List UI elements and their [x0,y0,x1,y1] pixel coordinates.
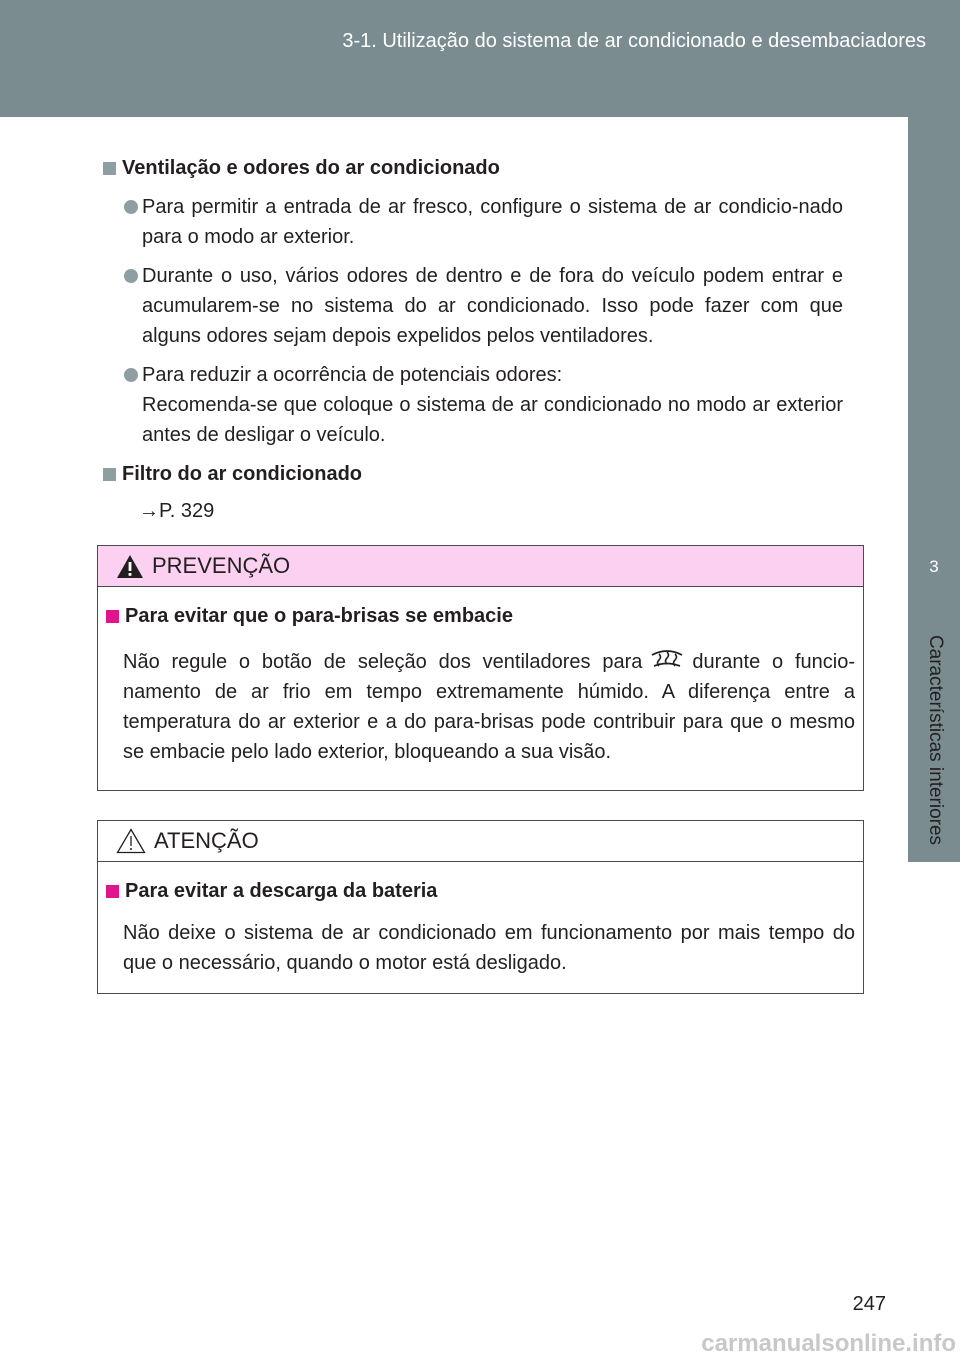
notice-body [98,862,863,994]
warning-outline-icon [116,828,146,854]
header-title: 3-1. Utilização do sistema de ar condicionado e desembaciadores [342,30,926,52]
page-number: 247 [852,1293,886,1315]
chapter-label: Características interiores [925,634,946,846]
page-reference-link[interactable]: →P. 329 [139,500,215,522]
list-item [103,261,843,351]
section-title-text: Filtro do ar condicionado [122,463,362,485]
list-item-text: Para reduzir a ocorrência de potenciais odores: [142,364,563,386]
caution-subtitle [106,601,855,631]
caution-box [97,545,864,791]
list-item [103,192,843,252]
caution-text [106,646,855,767]
caution-text-part: durante o funcio-namento de ar frio em tempo extremamente húmido. A diferença entre a temperatura do ar exterior e a do para-brisas pode contribuir para que o mesmo se embacie pelo lado exterior, bloqueando a sua visão. [123,651,855,763]
main-content [103,153,843,526]
chapter-number: 3 [929,557,939,576]
round-bullet-icon [124,269,138,283]
section-title-ventilation [103,153,843,183]
notice-box [97,820,864,994]
list-item-text: Durante o uso, vários odores de dentro e de fora do veículo podem entrar e acumularem-se no sistema do ar condicionado. Isso pode fazer com que alguns odores sejam depois expelidos pelos ventiladores. [142,265,843,347]
notice-text: Não deixe o sistema de ar condicionado em funcionamento por mais tempo do que o necessário, quando o motor está desligado. [123,922,855,974]
list-item-text: Para permitir a entrada de ar fresco, configure o sistema de ar condicio-nado para o modo ar exterior. [142,196,843,248]
caution-body [98,587,863,783]
notice-subtitle [106,876,855,906]
caution-header [98,546,863,587]
round-bullet-icon [124,200,138,214]
notice-header [98,821,863,862]
watermark: carmanualsonline.info [701,1330,956,1357]
section-title-filter [103,459,843,489]
square-bullet-icon [103,468,116,481]
list-item-text: Recomenda-se que coloque o sistema de ar condicionado no modo ar exterior antes de desligar o veículo. [142,394,843,446]
caution-text-part: Não regule o botão de seleção dos ventiladores para [123,651,643,673]
round-bullet-icon [124,368,138,382]
notice-header-label: ATENÇÃO [154,828,259,853]
section-title-text: Ventilação e odores do ar condicionado [122,157,500,179]
square-bullet-icon [103,162,116,175]
square-bullet-icon [106,885,119,898]
notice-subtitle-text: Para evitar a descarga da bateria [125,880,438,902]
page-header [0,0,960,117]
warning-icon [116,554,144,579]
caution-header-label: PREVENÇÃO [152,553,291,578]
square-bullet-icon [106,610,119,623]
list-item [103,360,843,450]
windshield-defroster-icon [650,646,684,674]
caution-subtitle-text: Para evitar que o para-brisas se embacie [125,605,513,627]
